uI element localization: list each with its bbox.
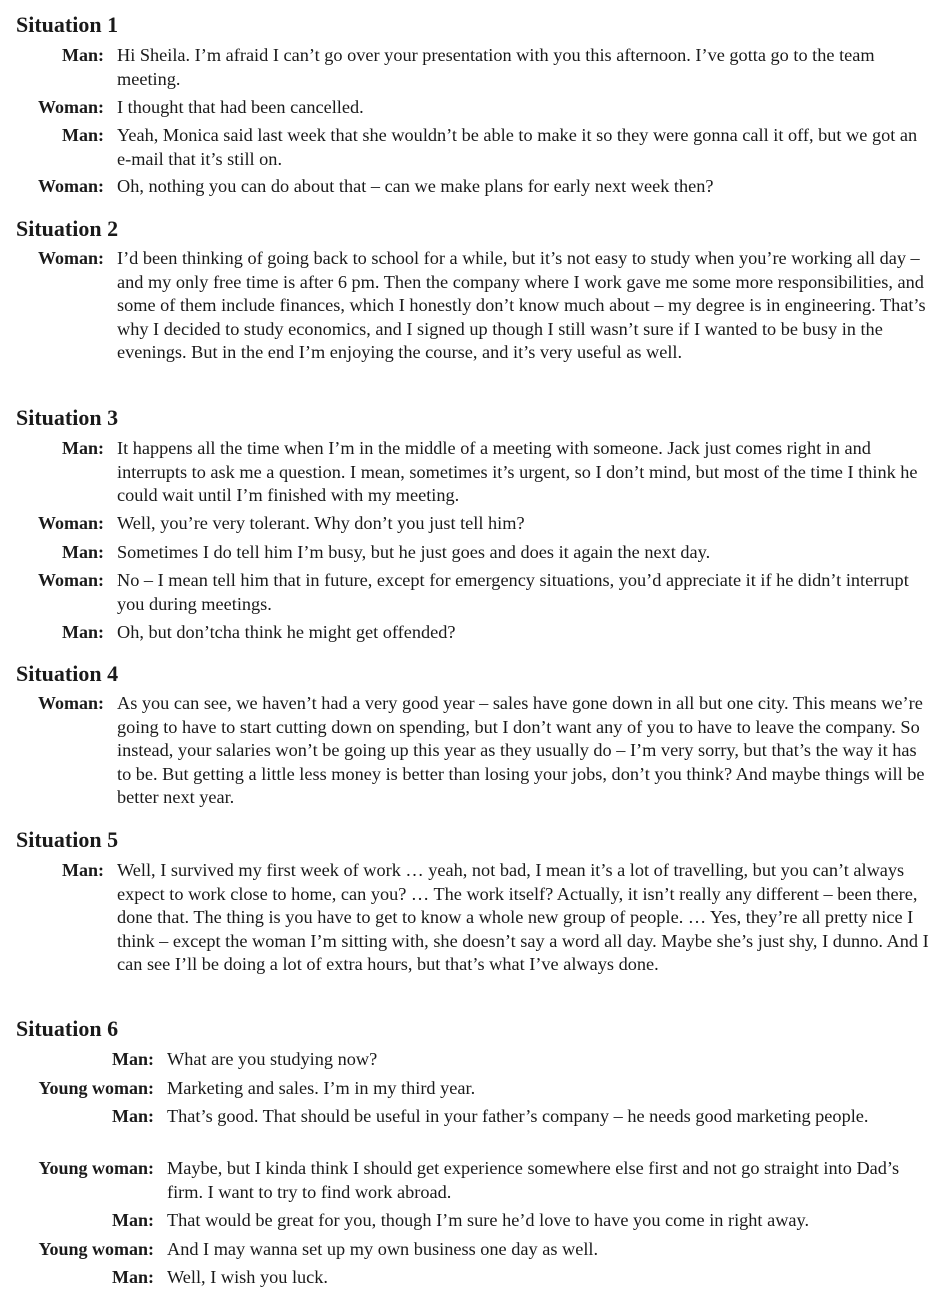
dialogue-line [0,692,930,810]
dialogue-line [0,541,930,565]
dialogue-line [0,1209,930,1233]
speaker-man: Man: [112,1267,154,1287]
speech-text: Maybe, but I kinda think I should get experience somewhere else first and not go straight into Dad’s firm. I want to try to find work abroad. [167,1158,900,1202]
dialogue-line [0,1077,930,1101]
speaker-man: Man: [62,622,104,642]
speech-text: Hi Sheila. I’m afraid I can’t go over your presentation with you this afternoon. I’ve gotta go to the team meeting. [117,45,875,89]
dialogue-line [0,1238,930,1262]
speaker-man: Man: [62,125,104,145]
speaker-man: Man: [62,438,104,458]
speech-text: That would be great for you, though I’m sure he’d love to have you come in right away. [167,1210,810,1230]
speech-text: Oh, but don’tcha think he might get offended? [117,622,456,642]
speech-text: I’d been thinking of going back to school for a while, but it’s not easy to study when you’re working all day – and my only free time is after 6 pm. Then the company where I work gave me some more responsibilities, and some of them include finances, which I honestly don’t know much about – my degree is in engineering. That’s why I decided to study economics, and I signed up though I still wasn’t sure if I wanted to be busy in the evenings. But in the end I’m enjoying the course, and it’s very useful as well. [117,248,926,362]
dialogue-line [0,437,930,508]
speaker-young-woman: Young woman: [38,1078,154,1098]
speech-text: Marketing and sales. I’m in my third year. [167,1078,476,1098]
speech-text: And I may wanna set up my own business one day as well. [167,1239,599,1259]
speaker-man: Man: [112,1210,154,1230]
speaker-man: Man: [62,860,104,880]
speaker-man: Man: [112,1106,154,1126]
speech-text: No – I mean tell him that in future, except for emergency situations, you’d appreciate it if he didn’t interrupt you during meetings. [117,570,909,614]
speech-text: Well, you’re very tolerant. Why don’t you just tell him? [117,513,525,533]
speech-text: As you can see, we haven’t had a very good year – sales have gone down in all but one city. This means we’re going to have to start cutting down on spending, but I don’t want any of you to have to leave the company. So instead, your salaries won’t be going up this year as they usually do – I’m very sorry, but that’s the way it has to be. But getting a little less money is better than losing your jobs, don’t you think? And maybe things will be better next year. [117,693,925,807]
speaker-young-woman: Young woman: [38,1158,154,1178]
dialogue-line [0,569,930,616]
dialogue-line [0,124,930,171]
dialogue-line [0,621,930,645]
speaker-woman: Woman: [37,570,104,590]
speech-text: What are you studying now? [167,1049,378,1069]
speaker-woman: Woman: [37,97,104,117]
speaker-woman: Woman: [37,693,104,713]
dialogue-line [0,44,930,91]
dialogue-line [0,512,930,536]
situation-heading: Situation 1 [16,12,119,37]
speech-text: That’s good. That should be useful in your father’s company – he needs good marketing people. [167,1106,869,1126]
situation-heading: Situation 5 [16,827,119,852]
dialogue-line [0,1048,930,1072]
situation-heading: Situation 2 [16,216,119,241]
speech-text: It happens all the time when I’m in the middle of a meeting with someone. Jack just comes right in and interrupts to ask me a question. I mean, sometimes it’s urgent, so I don’t mind, but most of the time I think he could wait until I’m finished with my meeting. [117,438,918,505]
speaker-man: Man: [62,542,104,562]
dialogue-line [0,96,930,120]
speaker-young-woman: Young woman: [38,1239,154,1259]
speech-text: Well, I survived my first week of work … yeah, not bad, I mean it’s a lot of travelling, but you can’t always expect to work close to home, can you? … The work itself? Actually, it isn’t really any different – been there, done that. The thing is you have to get to know a whole new group of people. … Yes, they’re all pretty nice I think – except the woman I’m sitting with, she doesn’t say a word all day. Maybe she’s just shy, I dunno. And I can see I’ll be doing a lot of extra hours, but that’s what I’ve always done. [117,860,929,974]
dialogue-line [0,247,930,388]
speaker-woman: Woman: [37,176,104,196]
dialogue-line [0,1266,930,1290]
situation-heading: Situation 4 [16,661,119,686]
dialogue-line [0,1105,930,1152]
dialogue-line [0,1157,930,1204]
dialogue-line [0,859,930,1000]
speaker-woman: Woman: [37,248,104,268]
speaker-man: Man: [112,1049,154,1069]
speech-text: Sometimes I do tell him I’m busy, but he just goes and does it again the next day. [117,542,711,562]
speaker-man: Man: [62,45,104,65]
speech-text: Oh, nothing you can do about that – can we make plans for early next week then? [117,176,714,196]
speaker-woman: Woman: [37,513,104,533]
situation-heading: Situation 6 [16,1016,119,1041]
speech-text: Yeah, Monica said last week that she wouldn’t be able to make it so they were gonna call it off, but we got an e-mail that it’s still on. [117,125,918,169]
situation-heading: Situation 3 [16,405,119,430]
speech-text: I thought that had been cancelled. [117,97,364,117]
dialogue-line [0,175,930,199]
speech-text: Well, I wish you luck. [167,1267,329,1287]
